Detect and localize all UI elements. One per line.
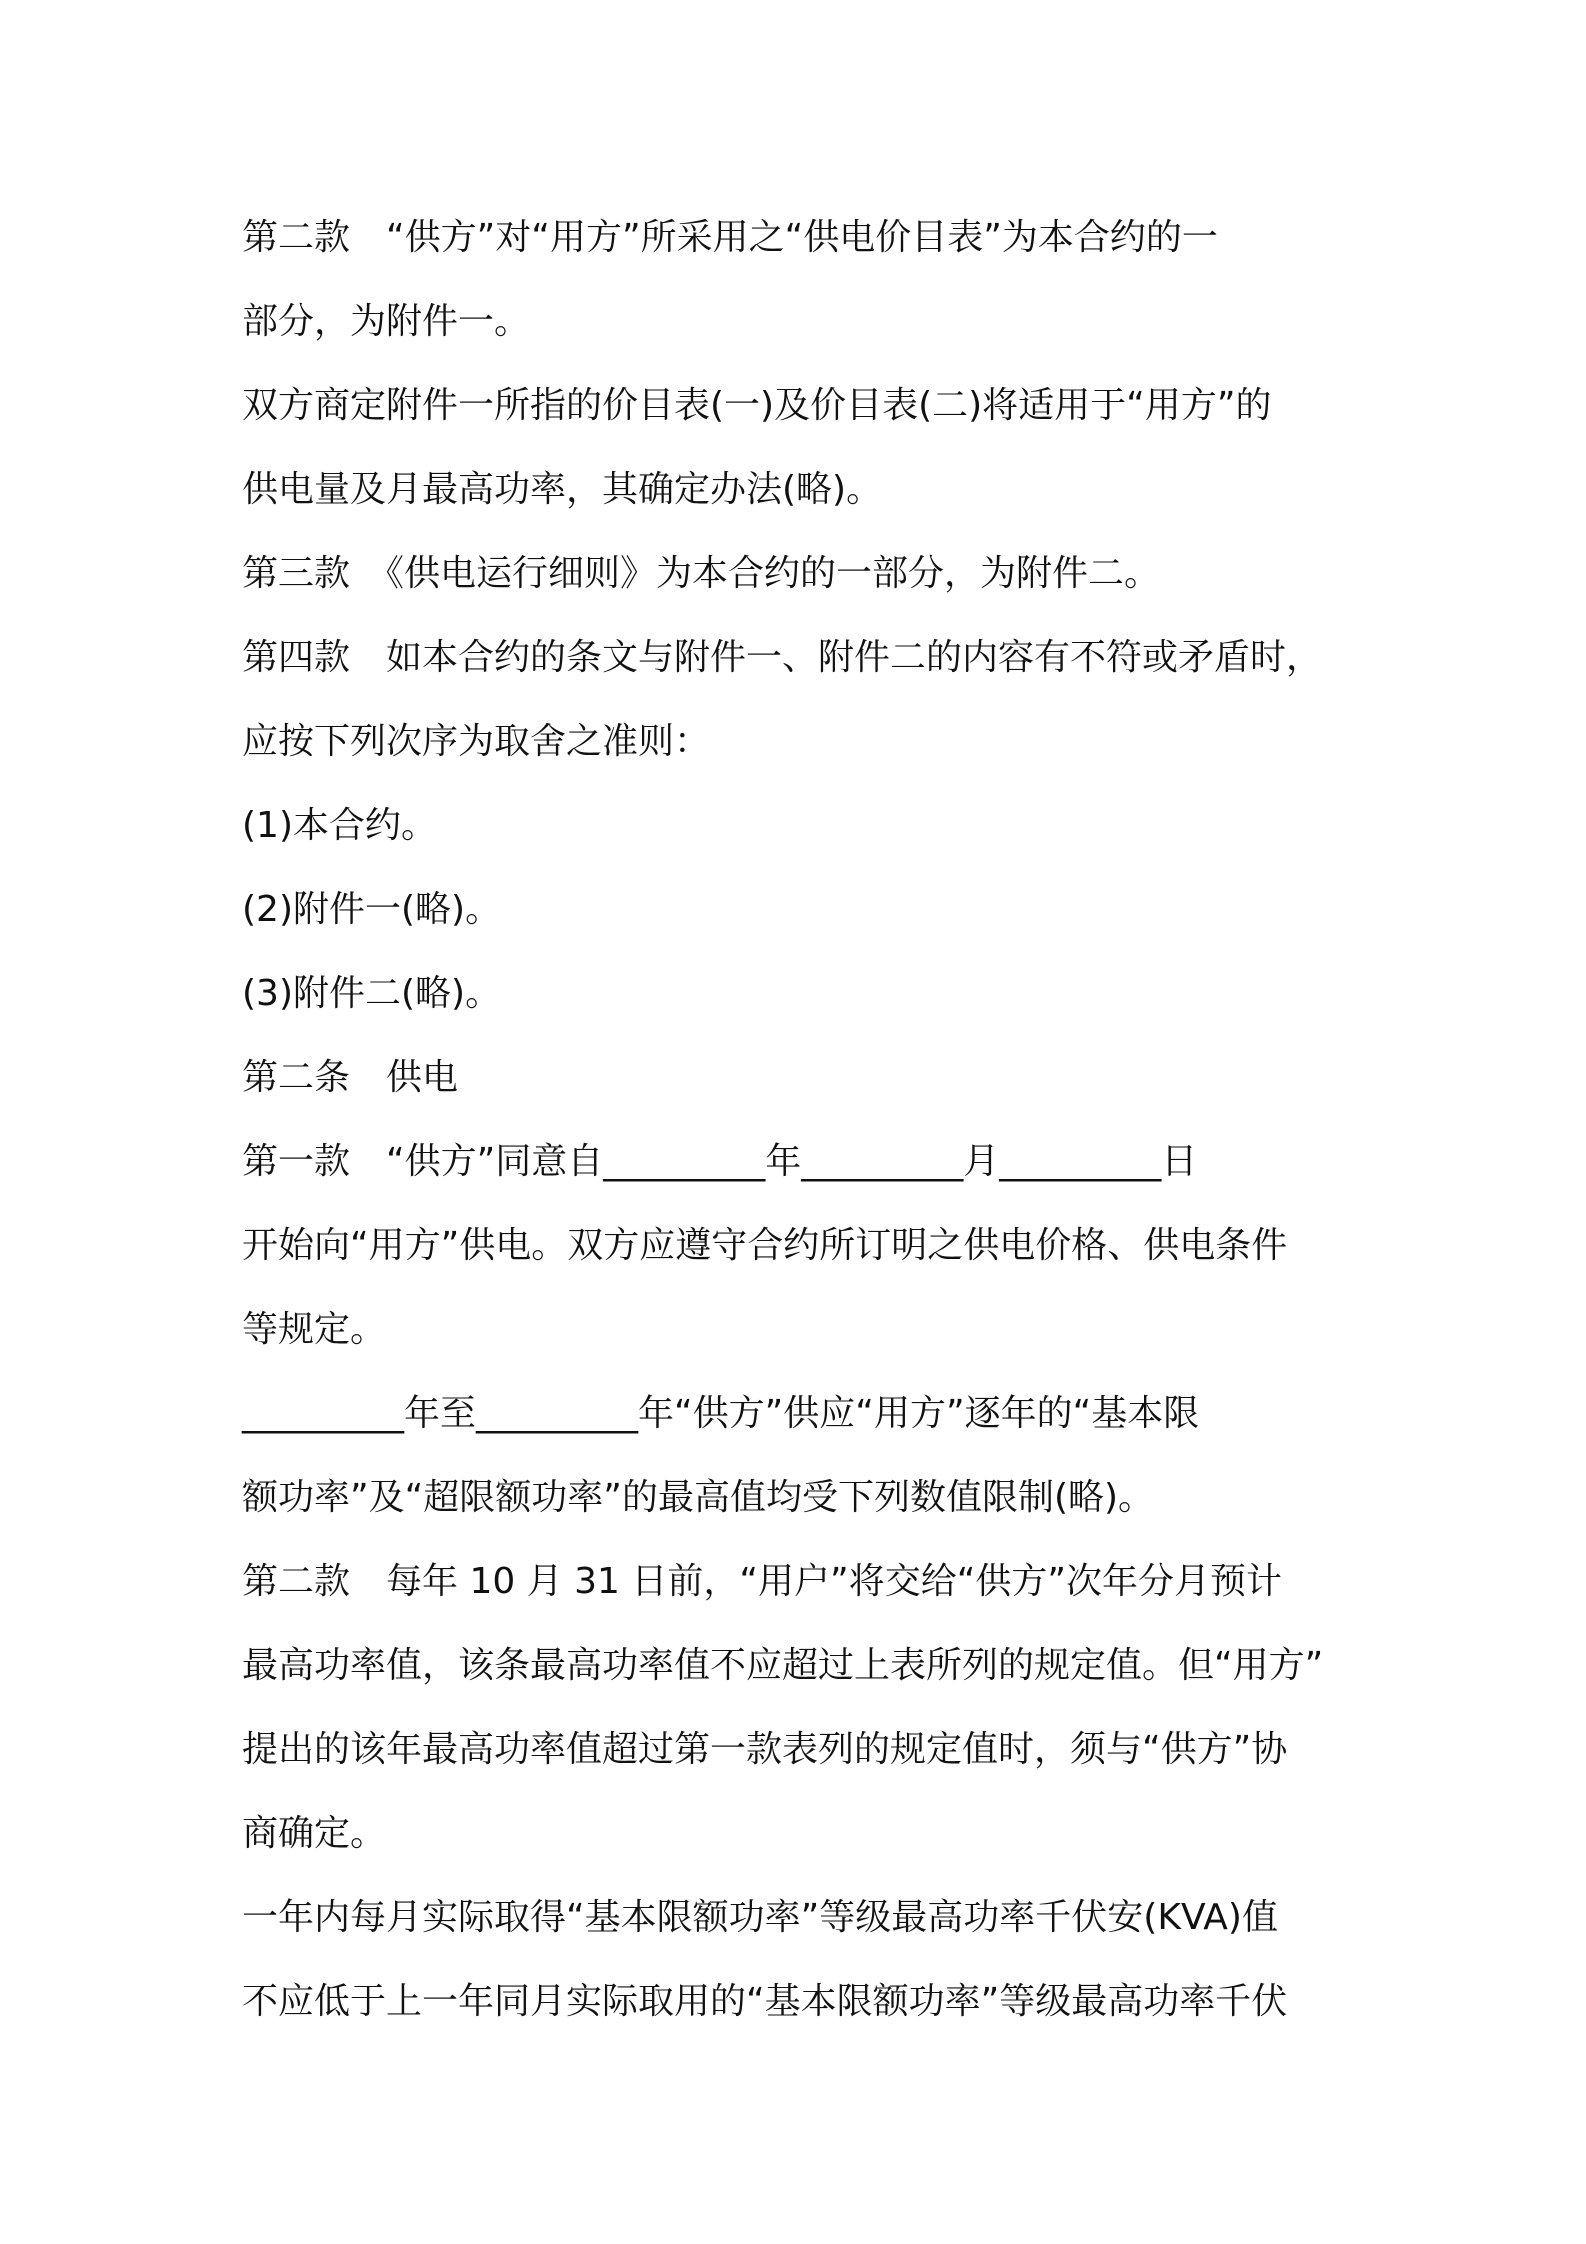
text-line: 第二款 “供方”对“用方”所采用之“供电价目表”为本合约的一	[242, 217, 1218, 258]
text-line: (1)本合约。	[242, 805, 437, 846]
text-line: 最高功率值，该条最高功率值不应超过上表所列的规定值。但“用方”	[242, 1645, 1324, 1686]
text-line: 部分，为附件一。	[242, 301, 531, 342]
text-line: 第四款 如本合约的条文与附件一、附件二的内容有不符或矛盾时，	[242, 637, 1323, 678]
text-line: 供电量及月最高功率，其确定办法(略)。	[242, 469, 883, 510]
text-line: 第一款 “供方”同意自_________年_________月_________日	[242, 1141, 1198, 1182]
text-line: 应按下列次序为取舍之准则：	[242, 721, 711, 762]
text-line: 提出的该年最高功率值超过第一款表列的规定值时，须与“供方”协	[242, 1729, 1288, 1770]
text-line: (2)附件一(略)。	[242, 889, 502, 930]
text-line: 第三款 《供电运行细则》为本合约的一部分，为附件二。	[242, 553, 1161, 594]
text-line: 第二条 供电	[242, 1057, 459, 1098]
document-body	[242, 196, 1362, 2044]
text-line: 开始向“用方”供电。双方应遵守合约所订明之供电价格、供电条件	[242, 1225, 1288, 1266]
text-line: 额功率”及“超限额功率”的最高值均受下列数值限制(略)。	[242, 1477, 1155, 1518]
text-line: (3)附件二(略)。	[242, 973, 502, 1014]
text-line: 不应低于上一年同月实际取用的“基本限额功率”等级最高功率千伏	[242, 1981, 1288, 2022]
text-line: 一年内每月实际取得“基本限额功率”等级最高功率千伏安(KVA)值	[242, 1897, 1278, 1938]
text-line: _________年至_________年“供方”供应“用方”逐年的“基本限	[242, 1393, 1200, 1434]
text-line: 商确定。	[242, 1813, 387, 1854]
text-line: 等规定。	[242, 1309, 387, 1350]
text-line: 双方商定附件一所指的价目表(一)及价目表(二)将适用于“用方”的	[242, 385, 1272, 426]
text-line: 第二款 每年 10 月 31 日前，“用户”将交给“供方”次年分月预计	[242, 1561, 1282, 1602]
